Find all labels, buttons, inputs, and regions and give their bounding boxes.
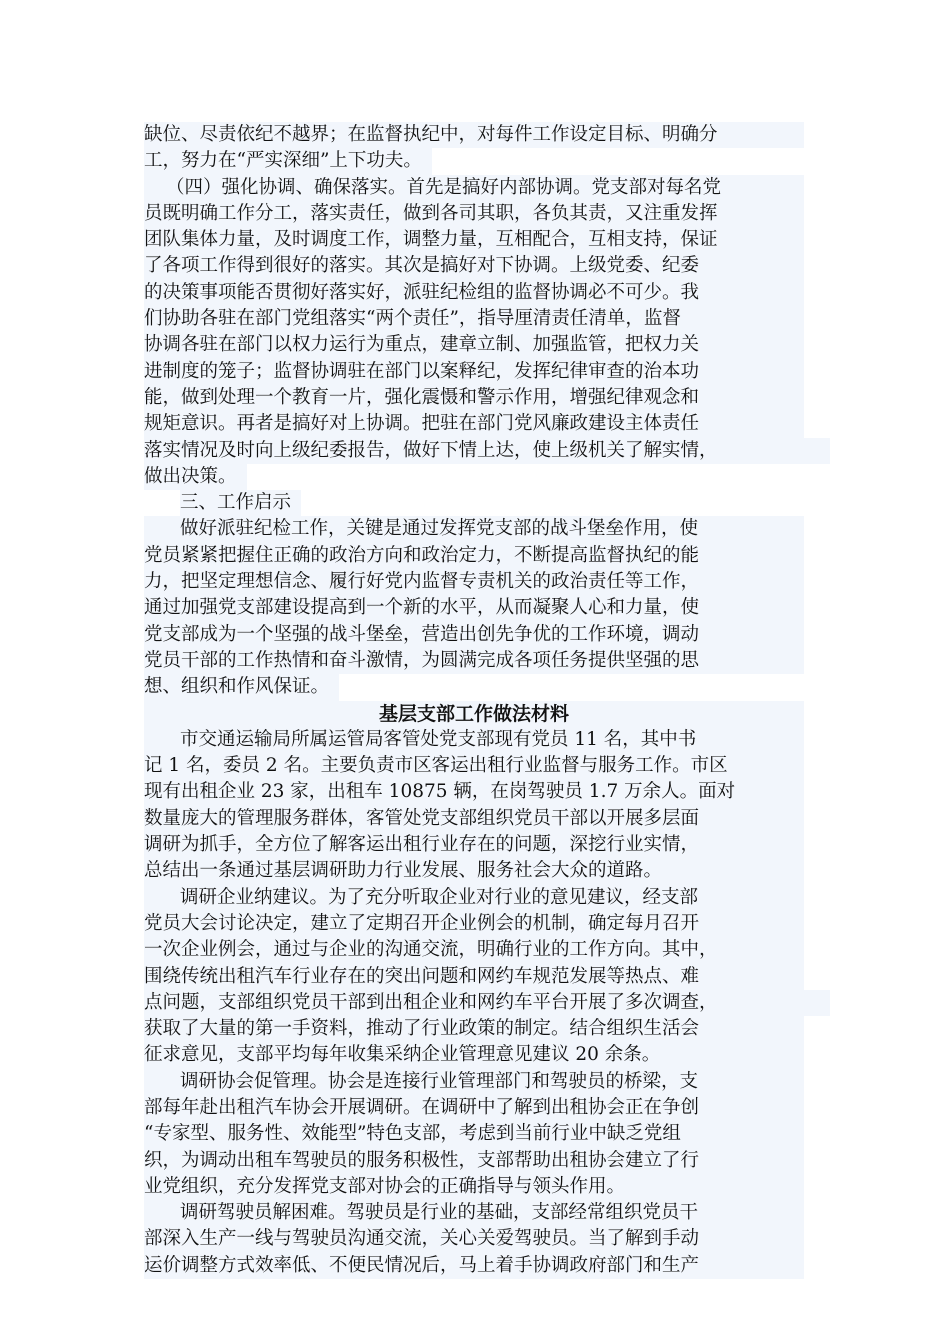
text-line: 党员干部的工作热情和奋斗激情，为圆满完成各项任务提供坚强的思 [144,648,804,674]
text-line: 想、组织和作风保证。 [144,674,339,700]
text-line: 进制度的笼子；监督协调驻在部门以案释纪，发挥纪律审查的治本功 [144,359,804,385]
text-line: 征求意见，支部平均每年收集采纳企业管理意见建议 20 余条。 [144,1042,804,1068]
text-line: 总结出一条通过基层调研助力行业发展、服务社会大众的道路。 [144,858,804,884]
text-line: 围绕传统出租汽车行业存在的突出问题和网约车规范发展等热点、难 [144,964,804,990]
document-page [144,122,804,1279]
text-line: 调研驾驶员解困难。驾驶员是行业的基础，支部经常组织党员干 [144,1200,804,1226]
text-line: 做出决策。 [144,464,247,490]
text-line: 调研协会促管理。协会是连接行业管理部门和驾驶员的桥梁，支 [144,1069,804,1095]
text-line: 团队集体力量，及时调度工作，调整力量，互相配合，互相支持，保证 [144,227,804,253]
text-line: 现有出租企业 23 家，出租车 10875 辆，在岗驾驶员 1.7 万余人。面对 [144,779,804,805]
text-line: 调研为抓手，全方位了解客运出租行业存在的问题，深挖行业实情， [144,832,804,858]
text-line: 们协助各驻在部门党组落实“两个责任”，指导厘清责任清单，监督 [144,306,804,332]
text-line: 数量庞大的管理服务群体，客管处党支部组织党员干部以开展多层面 [144,806,804,832]
text-line: 工，努力在“严实深细”上下功夫。 [144,148,432,174]
text-line: 了各项工作得到很好的落实。其次是搞好对下协调。上级党委、纪委 [144,253,804,279]
text-line: 规矩意识。再者是搞好对上协调。把驻在部门党风廉政建设主体责任 [144,411,804,437]
text-line: 通过加强党支部建设提高到一个新的水平，从而凝聚人心和力量，使 [144,595,804,621]
text-line: 获取了大量的第一手资料，推动了行业政策的制定。结合组织生活会 [144,1016,804,1042]
text-line: 业党组织，充分发挥党支部对协会的正确指导与领头作用。 [144,1174,804,1200]
text-line: 党员大会讨论决定，建立了定期召开企业例会的机制，确定每月召开 [144,911,804,937]
text-line: 协调各驻在部门以权力运行为重点，建章立制、加强监管，把权力关 [144,332,804,358]
text-line: 能，做到处理一个教育一片，强化震慑和警示作用，增强纪律观念和 [144,385,804,411]
text-line: 的决策事项能否贯彻好落实好，派驻纪检组的监督协调必不可少。我 [144,280,804,306]
text-line: 力，把坚定理想信念、履行好党内监督专责机关的政治责任等工作， [144,569,804,595]
text-line: 落实情况及时向上级纪委报告，做好下情上达，使上级机关了解实情， [144,438,830,464]
text-line: 部每年赴出租汽车协会开展调研。在调研中了解到出租协会正在争创 [144,1095,804,1121]
text-line: 部深入生产一线与驾驶员沟通交流，关心关爱驾驶员。当了解到手动 [144,1226,804,1252]
text-line: 织，为调动出租车驾驶员的服务积极性，支部帮助出租协会建立了行 [144,1148,804,1174]
text-line: 党员紧紧把握住正确的政治方向和政治定力，不断提高监督执纪的能 [144,543,804,569]
text-line: 党支部成为一个坚强的战斗堡垒，营造出创先争优的工作环境，调动 [144,622,804,648]
text-line: 记 1 名，委员 2 名。主要负责市区客运出租行业监督与服务工作。市区 [144,753,804,779]
text-line: 做好派驻纪检工作，关键是通过发挥党支部的战斗堡垒作用，使 [144,516,804,542]
text-line: 调研企业纳建议。为了充分听取企业对行业的意见建议，经支部 [144,885,804,911]
text-line: 市交通运输局所属运管局客管处党支部现有党员 11 名，其中书 [144,727,804,753]
text-line: 运价调整方式效率低、不便民情况后，马上着手协调政府部门和生产 [144,1253,804,1279]
text-line: 员既明确工作分工，落实责任，做到各司其职，各负其责，又注重发挥 [144,201,804,227]
section-heading: 三、工作启示 [180,490,301,516]
text-line: （四）强化协调、确保落实。首先是搞好内部协调。党支部对每名党 [144,175,804,201]
text-line: 点问题，支部组织党员干部到出租企业和网约车平台开展了多次调查， [144,990,830,1016]
document-title: 基层支部工作做法材料 [144,701,804,727]
text-line: “专家型、服务性、效能型”特色支部，考虑到当前行业中缺乏党组 [144,1121,804,1147]
text-line: 一次企业例会，通过与企业的沟通交流，明确行业的工作方向。其中， [144,937,804,963]
text-line: 缺位、尽责依纪不越界；在监督执纪中，对每件工作设定目标、明确分 [144,122,804,148]
